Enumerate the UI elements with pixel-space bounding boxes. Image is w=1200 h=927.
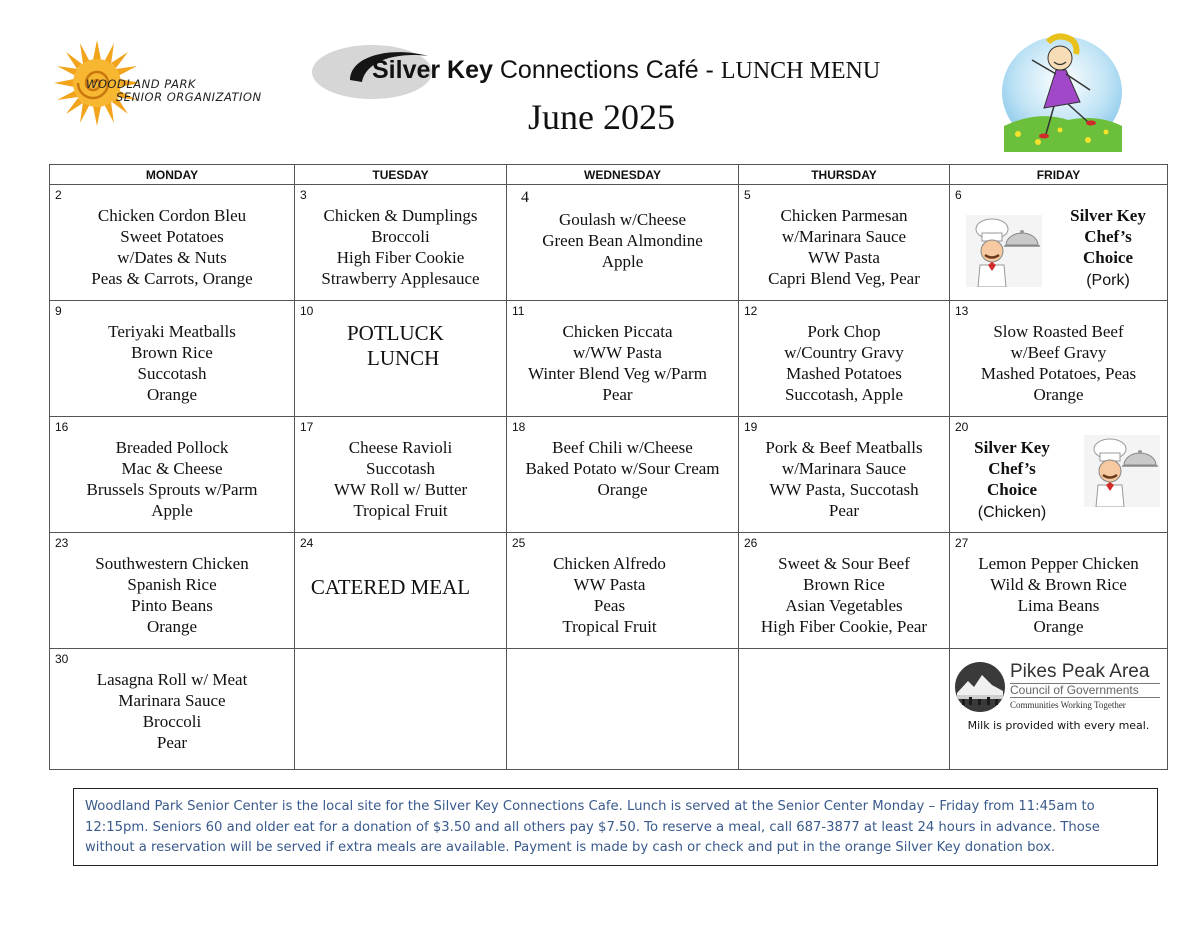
meal-item: Pear	[828, 501, 860, 520]
day-cell	[950, 301, 1168, 417]
meal-items	[739, 437, 949, 521]
meal-items	[50, 553, 294, 637]
meal-item: Green Bean Almondine	[542, 231, 703, 250]
title-lunch-menu: LUNCH MENU	[720, 58, 881, 84]
day-cell	[295, 185, 507, 301]
meal-item: WW Pasta	[573, 575, 646, 594]
ppacg-name: Pikes Peak Area	[1010, 661, 1150, 682]
meal-item: Orange	[146, 385, 198, 404]
meal-item: Spanish Rice	[127, 575, 217, 594]
month-heading: June 2025	[528, 97, 675, 137]
day-number: 18	[512, 420, 526, 434]
meal-item: WW Pasta	[808, 248, 880, 267]
meal-item: Beef Chili w/Cheese	[552, 438, 693, 457]
week-row	[50, 301, 1168, 417]
meal-item: Chicken Piccata	[562, 322, 673, 341]
week-row	[50, 649, 1168, 770]
day-cell	[507, 533, 739, 649]
chef-line: Silver Key	[1070, 206, 1146, 225]
empty-day-cell	[739, 649, 950, 770]
meal-item: Brown Rice	[131, 343, 213, 362]
chef-choice-label	[962, 437, 1062, 523]
menu-calendar	[49, 164, 1168, 770]
meal-item: Winter Blend Veg w/Parm	[528, 364, 707, 383]
special-event-label	[295, 321, 506, 371]
ppacg-council: Council of Governments	[1010, 683, 1160, 698]
meal-item: w/WW Pasta	[573, 343, 662, 362]
meal-item: Apple	[151, 501, 193, 520]
meal-items	[950, 321, 1167, 405]
day-cell	[50, 301, 295, 417]
meal-item: Asian Vegetables	[785, 596, 903, 615]
day-cell	[50, 649, 295, 770]
meal-item: Tropical Fruit	[562, 617, 657, 636]
day-cell	[507, 301, 739, 417]
meal-item: Apple	[601, 252, 644, 271]
meal-items	[739, 205, 949, 289]
meal-item: Tropical Fruit	[353, 501, 448, 520]
day-number: 19	[744, 420, 758, 434]
special-line: LUNCH	[367, 346, 440, 370]
special-line: POTLUCK	[347, 321, 444, 345]
meal-item: Pork & Beef Meatballs	[765, 438, 923, 457]
day-cell	[507, 417, 739, 533]
day-cell	[739, 417, 950, 533]
meal-item: Pork Chop	[807, 322, 881, 341]
page-title	[372, 56, 880, 85]
meal-items	[50, 437, 294, 521]
meal-item: Baked Potato w/Sour Cream	[525, 459, 720, 478]
meal-items	[507, 437, 738, 500]
meal-items	[481, 553, 738, 637]
meal-item: Cheese Ravioli	[348, 438, 453, 457]
meal-item: Teriyaki Meatballs	[108, 322, 236, 341]
week-row	[50, 417, 1168, 533]
meal-item: Marinara Sauce	[118, 691, 226, 710]
meal-item: Mac & Cheese	[121, 459, 223, 478]
day-cell	[50, 533, 295, 649]
header-thursday: THURSDAY	[739, 165, 950, 185]
org-logo-line1: WOODLAND PARK	[86, 77, 196, 91]
meal-item: Chicken Alfredo	[553, 554, 666, 573]
weekday-header-row	[50, 165, 1168, 185]
day-number: 23	[55, 536, 69, 550]
meal-item: w/Beef Gravy	[1010, 343, 1107, 362]
day-cell	[950, 417, 1168, 533]
day-number: 27	[955, 536, 969, 550]
title-silver-key: Silver Key	[372, 56, 493, 84]
chef-line: Choice	[986, 480, 1038, 499]
meal-item: Lasagna Roll w/ Meat	[96, 670, 248, 689]
meal-items	[295, 205, 506, 289]
meal-item: Pinto Beans	[131, 596, 213, 615]
ppacg-cell	[950, 649, 1168, 770]
chef-protein: (Pork)	[1086, 272, 1130, 289]
chef-icon	[966, 215, 1042, 287]
day-number: 2	[55, 188, 62, 202]
meal-item: Orange	[146, 617, 198, 636]
meal-item: Chicken Cordon Bleu	[97, 206, 247, 225]
day-cell	[950, 533, 1168, 649]
ppacg-tagline: Communities Working Together	[1010, 700, 1126, 710]
meal-item: Chicken Parmesan	[780, 206, 908, 225]
meal-item: Breaded Pollock	[115, 438, 229, 457]
day-number: 5	[744, 188, 751, 202]
meal-item: WW Pasta, Succotash	[769, 480, 919, 499]
meal-item: w/Marinara Sauce	[781, 227, 907, 246]
meal-item: WW Roll w/ Butter	[333, 480, 468, 499]
day-number: 24	[300, 536, 314, 550]
day-cell	[295, 533, 507, 649]
empty-day-cell	[295, 649, 507, 770]
day-number: 30	[55, 652, 69, 666]
title-connections: Connections Café -	[499, 56, 721, 84]
meal-item: Pear	[602, 385, 633, 404]
chef-line: Chef’s	[1084, 227, 1132, 246]
meal-item: Capri Blend Veg, Pear	[768, 269, 920, 288]
chef-choice-label	[1058, 205, 1158, 291]
meal-item: Orange	[597, 480, 648, 499]
meal-item: Succotash	[137, 364, 207, 383]
mountain-logo-icon	[954, 661, 1006, 713]
meal-item: Southwestern Chicken	[95, 554, 249, 573]
week-row	[50, 533, 1168, 649]
day-number: 26	[744, 536, 758, 550]
day-number: 9	[55, 304, 62, 318]
week-row	[50, 185, 1168, 301]
header-monday: MONDAY	[50, 165, 295, 185]
meal-item: Lemon Pepper Chicken	[978, 554, 1139, 573]
meal-item: Strawberry Applesauce	[321, 269, 480, 288]
meal-item: Succotash	[366, 459, 435, 478]
meal-item: Broccoli	[371, 227, 430, 246]
day-cell	[507, 185, 739, 301]
day-number: 16	[55, 420, 69, 434]
day-cell	[295, 301, 507, 417]
meal-items	[739, 321, 949, 405]
meal-item: Mashed Potatoes	[786, 364, 902, 383]
header-tuesday: TUESDAY	[295, 165, 507, 185]
day-number: 13	[955, 304, 969, 318]
day-number: 4	[521, 189, 529, 206]
day-number: 10	[300, 304, 314, 318]
meal-item: High Fiber Cookie, Pear	[760, 617, 928, 636]
meal-item: Pear	[156, 733, 188, 752]
day-cell	[950, 185, 1168, 301]
day-number: 25	[512, 536, 526, 550]
meal-items	[295, 437, 506, 521]
day-cell	[739, 533, 950, 649]
chef-icon	[1084, 435, 1160, 507]
meal-item: Chicken & Dumplings	[323, 206, 478, 225]
chef-line: Choice	[1082, 248, 1134, 267]
day-number: 11	[512, 304, 525, 318]
day-number: 3	[300, 188, 307, 202]
milk-note: Milk is provided with every meal.	[967, 719, 1150, 732]
meal-items	[507, 209, 738, 272]
meal-item: w/Marinara Sauce	[781, 459, 907, 478]
meal-item: w/Dates & Nuts	[117, 248, 227, 267]
meal-item: Succotash, Apple	[784, 385, 904, 404]
meal-item: Broccoli	[142, 712, 202, 731]
empty-day-cell	[507, 649, 739, 770]
header-wednesday: WEDNESDAY	[507, 165, 739, 185]
meal-item: Sweet & Sour Beef	[778, 554, 910, 573]
meal-item: Slow Roasted Beef	[993, 322, 1124, 341]
meal-items	[739, 553, 949, 637]
dancing-girl-icon	[998, 30, 1126, 154]
chef-line: Chef’s	[988, 459, 1036, 478]
meal-item: Peas & Carrots, Orange	[91, 269, 253, 288]
org-logo-line2: SENIOR ORGANIZATION	[116, 90, 262, 104]
meal-items	[50, 669, 294, 753]
special-event-label	[275, 575, 506, 600]
day-number: 17	[300, 420, 314, 434]
meal-item: Sweet Potatoes	[120, 227, 224, 246]
meal-item: Goulash w/Cheese	[558, 210, 686, 229]
day-cell	[50, 417, 295, 533]
meal-item: Brown Rice	[803, 575, 885, 594]
day-cell	[295, 417, 507, 533]
meal-items	[50, 205, 294, 289]
footer-info-box: Woodland Park Senior Center is the local site for the Silver Key Connections Cafe. Lunch is served at the Senior Center Monday – Friday from 11:45am to 12:15pm. Seniors 60 and older eat for a donation of $3.50 and all others pay $7.50. To reserve a meal, call 687-3877 at least 24 hours in advance. Those without a reservation will be served if extra meals are available. Payment is made by cash or check and put in the orange Silver Key donation box.	[73, 788, 1158, 866]
meal-item: High Fiber Cookie	[336, 248, 465, 267]
meal-item: Orange	[1033, 385, 1084, 404]
meal-item: Mashed Potatoes, Peas	[980, 364, 1137, 383]
special-line: CATERED MEAL	[310, 575, 471, 599]
day-cell	[739, 185, 950, 301]
meal-items	[50, 321, 294, 405]
day-number: 6	[955, 188, 962, 202]
meal-items	[950, 553, 1167, 637]
meal-item: Brussels Sprouts w/Parm	[86, 480, 258, 499]
day-number: 12	[744, 304, 758, 318]
header-friday: FRIDAY	[950, 165, 1168, 185]
meal-item: Orange	[1033, 617, 1084, 636]
meal-item: w/Country Gravy	[784, 343, 904, 362]
day-cell	[739, 301, 950, 417]
day-number: 20	[955, 420, 969, 434]
day-cell	[50, 185, 295, 301]
chef-protein: (Chicken)	[977, 504, 1047, 521]
meal-item: Peas	[593, 596, 626, 615]
meal-item: Lima Beans	[1017, 596, 1100, 615]
chef-line: Silver Key	[974, 438, 1050, 457]
meal-item: Wild & Brown Rice	[990, 575, 1127, 594]
meal-items	[497, 321, 738, 405]
